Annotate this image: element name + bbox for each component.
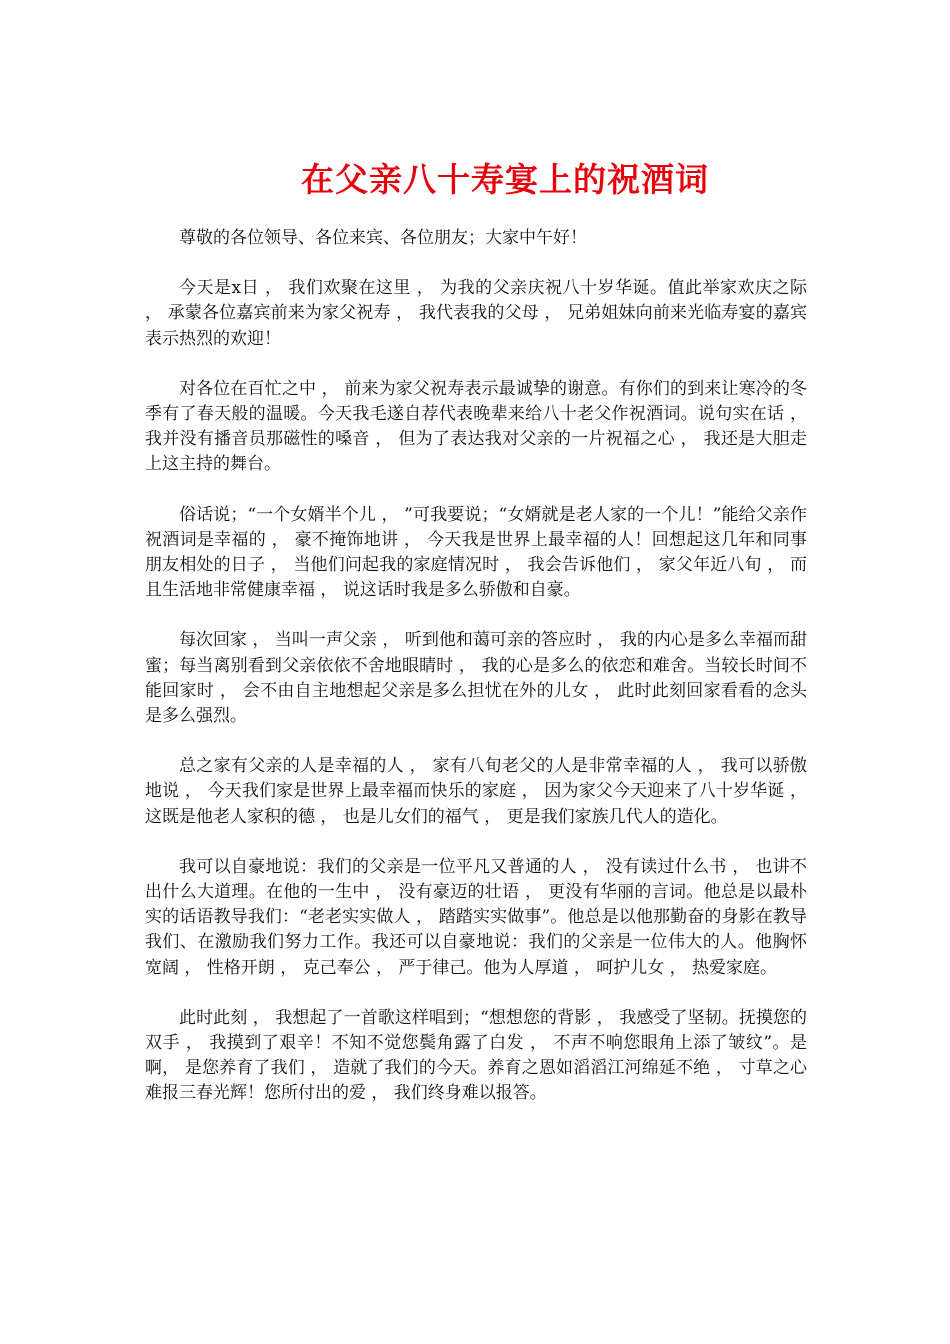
document-title: 在父亲八十寿宴上的祝酒词 <box>301 160 709 199</box>
paragraph-going-home: 每次回家 ， 当叫一声父亲 ， 听到他和蔼可亲的答应时 ， 我的内心是多么幸福而甜蜜；每当离别看到父亲依依不舍地眼睛时 ， 我的心是多么的依恋和难舍。当较长时间不能回家时 ， 会不由自主地想起父亲是多么担忧在外的儿女 ， 此时此刻回家看看的念头是多么强烈。 <box>145 630 807 727</box>
paragraph-happy-family: 总之家有父亲的人是幸福的人 ， 家有八旬老父的人是非常幸福的人 ， 我可以骄傲地说 ， 今天我们家是世界上最幸福而快乐的家庭 ， 因为家父今天迎来了八十岁华诞 ， 这既是他老人家积的德 ， 也是儿女们的福气 ， 更是我们家族几代人的造化。 <box>145 756 807 827</box>
paragraph-greeting: 尊敬的各位领导、各位来宾、各位朋友；大家中午好！ <box>179 228 587 248</box>
paragraph-thanks: 对各位在百忙之中 ， 前来为家父祝寿表示最诚挚的谢意。有你们的到来让寒冷的冬季有了春天般的温暖。今天我毛遂自荐代表晚辈来给八十老父作祝酒词。说句实在话 ， 我并没有播音员那磁性的嗓音 ， 但为了表达我对父亲的一片祝福之心 ， 我还是大胆走上这主持的舞台。 <box>145 378 807 475</box>
paragraph-song: 此时此刻 ， 我想起了一首歌这样唱到；“想想您的背影 ， 我感受了坚韧。抚摸您的双手 ， 我摸到了艰辛！不知不觉您鬓角露了白发 ， 不声不响您眼角上添了皱纹”。是啊， 是您养育了我们 ， 造就了我们的今天。养育之恩如滔滔江河绵延不绝 ， 寸草之心难报三春光辉！您所付出的爱 ， 我们终身难以报答。 <box>145 1007 807 1104</box>
paragraph-welcome: 今天是x日 ， 我们欢聚在这里 ， 为我的父亲庆祝八十岁华诞。值此举家欢庆之际 ， 承蒙各位嘉宾前来为家父祝寿 ， 我代表我的父母 ， 兄弟姐妹向前来光临寿宴的嘉宾表示热烈的欢迎！ <box>145 278 807 349</box>
document-body <box>145 226 807 1132</box>
paragraph-ordinary-father: 我可以自豪地说：我们的父亲是一位平凡又普通的人 ， 没有读过什么书 ， 也讲不出什么大道理。在他的一生中 ， 没有豪迈的壮语 ， 更没有华丽的言词。他总是以最朴实的话语教导我们：“老老实实做人 ， 踏踏实实做事”。他总是以他那勤奋的身影在教导我们、在激励我们努力工作。我还可以自豪地说：我们的父亲是一位伟大的人。他胸怀宽阔 ， 性格开朗 ， 克己奉公 ， 严于律己。他为人厚道 ， 呵护儿女 ， 热爱家庭。 <box>145 856 807 978</box>
paragraph-son-in-law: 俗话说；“一个女婿半个儿 ， ”可我要说；“女婿就是老人家的一个儿！”能给父亲作祝酒词是幸福的 ， 豪不掩饰地讲 ， 今天我是世界上最幸福的人！回想起这几年和同事朋友相处的日子 ， 当他们问起我的家庭情况时 ， 我会告诉他们 ， 家父年近八旬 ， 而且生活地非常健康幸福 ， 说这话时我是多么骄傲和自豪。 <box>145 504 807 601</box>
